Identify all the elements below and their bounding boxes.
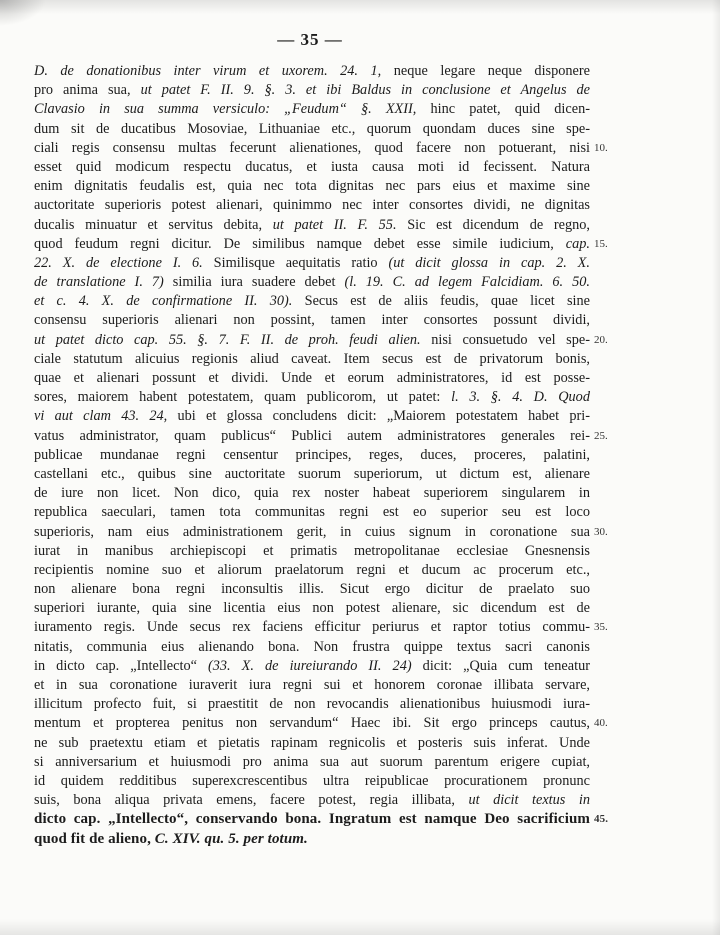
citation-segment: cap. (565, 235, 590, 252)
text-segment: Sic est dicendum de regno, (396, 216, 590, 233)
citation-segment: C. XIV. qu. 5. per totum. (154, 830, 308, 847)
text-segment: similia iura suadere debet (163, 274, 345, 291)
text-line (34, 695, 590, 714)
text-line (34, 734, 590, 753)
citation-segment: l. 3. §. 4. D. Quod (451, 389, 590, 406)
text-segment: ne sub praetextu etiam et pietatis rapinam regnicolis et posteris suis inferat. Unde (34, 734, 590, 751)
text-line (34, 791, 590, 810)
text-segment: sores, maiorem habent potestatem, quam publicorom, ut patet: (34, 389, 452, 406)
text-segment: hinc patet, quid dicen- (416, 101, 590, 118)
text-line (34, 657, 590, 676)
text-line (34, 62, 590, 81)
text-line (34, 254, 590, 273)
citation-segment: ut dicit textus in (468, 792, 590, 809)
text-line (34, 772, 590, 791)
text-line (34, 465, 590, 484)
text-line (34, 139, 608, 158)
text-segment: superioris, nam eius administrationem gerit, in cuius signum in coronatione sua (34, 523, 590, 540)
margin-line-number: 30. (594, 525, 608, 538)
text-line (34, 830, 590, 849)
citation-segment: ut patet II. F. 55. (272, 216, 397, 233)
margin-line-number: 35. (594, 621, 608, 634)
text-line (34, 311, 590, 330)
text-segment: consensu superioris alienari non possint, tamen inter consortes possunt dividi, (34, 312, 590, 329)
text-line (34, 427, 608, 446)
citation-segment: (l. 19. C. ad legem Falcidiam. 6. 50. (344, 274, 590, 291)
margin-line-number: 20. (594, 333, 608, 346)
text-segment: quod fit de alieno, (34, 830, 155, 847)
text-line (34, 618, 608, 637)
citation-segment: D. de donationibus inter virum et uxorem. 24. 1, (34, 63, 382, 79)
text-segment: dum sit de ducatibus Mosoviae, Lithuaniae etc., quorum quondam duces sine spe- (34, 120, 590, 137)
citation-segment: ut patet F. II. 9. §. 3. et ibi Baldus in conclusione et Angelus de (140, 82, 590, 99)
text-line (34, 158, 590, 177)
body-text (34, 62, 609, 849)
text-segment: si anniversarium et huiusmodi pro anima sua aut suorum parentum erigere cupiat, (34, 753, 590, 770)
text-segment: nisi consuetudo vel spe- (420, 331, 590, 348)
text-segment: Secus est de aliis feudis, quae licet sine (292, 293, 590, 310)
text-line (34, 503, 590, 522)
text-line (34, 561, 590, 580)
text-segment: dicto cap. „Intellecto“, conservando bona. Ingratum est namque Deo sacrificium (34, 811, 590, 828)
text-segment: Similisque aequitatis ratio (202, 254, 389, 271)
text-line (34, 599, 590, 618)
text-line (34, 388, 590, 407)
text-segment: nitatis, communia eius alienando bona. Non frustra quippe textus sacri canonis (34, 638, 590, 655)
scan-edge-bottom (0, 919, 720, 935)
text-segment: mentum et propterea penitus non servandum“ Haec ibi. Sit ergo princeps cautus, (34, 715, 590, 732)
text-line (34, 120, 590, 139)
citation-segment: de translatione I. 7) (34, 274, 164, 291)
margin-line-number: 10. (594, 141, 608, 154)
text-segment: non alienare bona regni inconsultis illis. Sicut ergo dicitur de praelato suo (34, 581, 590, 598)
text-segment: neque legare neque disponere (381, 63, 590, 79)
text-segment: republica saeculari, tamen tota communitas regni est eo superior seu est loco (34, 504, 590, 521)
text-line (34, 714, 608, 733)
text-segment: ubi et glossa concludens dicit: „Maiorem potestatem habet pri- (167, 408, 590, 425)
text-line (34, 676, 590, 695)
text-line (34, 177, 590, 196)
text-line (34, 484, 590, 503)
text-line (34, 810, 609, 829)
text-segment: esset quid modicum respectu ducatus, et iusta causa moti id fecissent. Natura (34, 158, 590, 175)
text-line (34, 523, 608, 542)
text-segment: auctoritate superioris potest alienari, quinimmo nec inter consortes dividi, ne dignitas (34, 197, 590, 214)
text-segment: quae et alienari possunt et dividi. Unde et eorum administratores, id est posse- (34, 370, 590, 386)
citation-segment: et c. 4. X. de confirmatione II. 30). (34, 293, 293, 310)
text-line (34, 81, 590, 100)
citation-segment: (33. X. de iureiurando II. 24) (208, 657, 412, 674)
text-segment: ciali regis consensu multas fecerunt alienationes, quod facere non potuerant, nisi (34, 139, 590, 156)
text-line (34, 753, 590, 772)
page-number: — 35 — (277, 30, 343, 49)
text-line (34, 216, 590, 235)
text-segment: recipientis nomine suo et aliorum praelatorum regni et ducum ac procerum etc., (34, 561, 590, 578)
citation-segment: Clavasio in sua summa versiculo: „Feudum“ §. XXII, (34, 101, 417, 118)
text-line (34, 580, 590, 599)
margin-line-number: 15. (594, 237, 608, 250)
text-segment: dicit: „Quia cum teneatur (411, 657, 590, 674)
text-line (34, 446, 590, 465)
text-segment: et in sua coronatione iuraverit iura regni sui et honorem coronae illibata servare, (34, 677, 590, 693)
text-segment: ducalis minuatur et servitus debita, (34, 216, 273, 233)
text-segment: vatus administrator, quam publicus“ Publici autem administratores generales rei- (34, 427, 590, 444)
citation-segment: 22. X. de electione I. 6. (34, 254, 203, 271)
text-segment: pro anima sua, (34, 82, 141, 99)
text-segment: de iure non licet. Non dico, quia rex noster habeat superiorem singularem in (34, 485, 590, 502)
text-line (34, 407, 590, 426)
text-line (34, 331, 608, 350)
text-segment: quod feudum regni dicitur. De similibus namque debet esse simile iudicium, (34, 235, 566, 252)
text-segment: illicitum profecto fuit, si praestitit de non revocandis alienationibus huiusmodi iura- (34, 696, 590, 713)
scan-edge-right (712, 0, 720, 935)
scan-corner-smudge (0, 0, 46, 26)
text-segment: iurat in manibus archiepiscopi et primatis metropolitanae ecclesiae Gnesnensis (34, 542, 590, 559)
citation-segment: (ut dicit glossa in cap. 2. X. (388, 254, 590, 271)
text-segment: in dicto cap. „Intellecto“ (34, 657, 208, 674)
text-segment: publicae mundanae regni censentur principes, reges, duces, proceres, palatini, (34, 446, 590, 463)
text-segment: superiori iurante, quia sine licentia eius non potest alienare, sic dicendum est de (34, 600, 590, 617)
text-line (34, 638, 590, 657)
text-segment: iuramento regis. Unde secus rex faciens efficitur periurus et raptor totius commu- (34, 619, 590, 636)
text-line (34, 542, 590, 561)
text-segment: enim dignitatis feudalis est, quia nec tota dignitas nec pars eius et maxime sine (34, 178, 590, 195)
text-segment: suis, bona aliqua privata emens, facere potest, regia illibata, (34, 792, 469, 809)
text-line (34, 273, 590, 292)
text-line (34, 100, 590, 119)
text-segment: ciale statutum alicuius regionis aliud caveat. Item secus est de privatorum bonis, (34, 350, 590, 367)
margin-line-number: 25. (594, 429, 608, 442)
citation-segment: ut patet dicto cap. 55. §. 7. F. II. de proh. feudi alien. (34, 331, 421, 348)
text-line (34, 196, 590, 215)
text-line (34, 235, 608, 254)
text-line (34, 292, 590, 311)
margin-line-number: 45. (594, 813, 609, 826)
text-line (34, 369, 590, 388)
text-segment: castellani etc., quibus sine auctoritate suorum superiorum, ut dictum est, alienare (34, 465, 590, 482)
scan-edge-top (0, 0, 720, 14)
text-line (34, 350, 590, 369)
text-segment: id quidem redditibus superexcrescentibus ultra reipublicae procurationem pronunc (34, 772, 590, 789)
citation-segment: vi aut clam 43. 24, (34, 408, 168, 425)
margin-line-number: 40. (594, 717, 608, 730)
